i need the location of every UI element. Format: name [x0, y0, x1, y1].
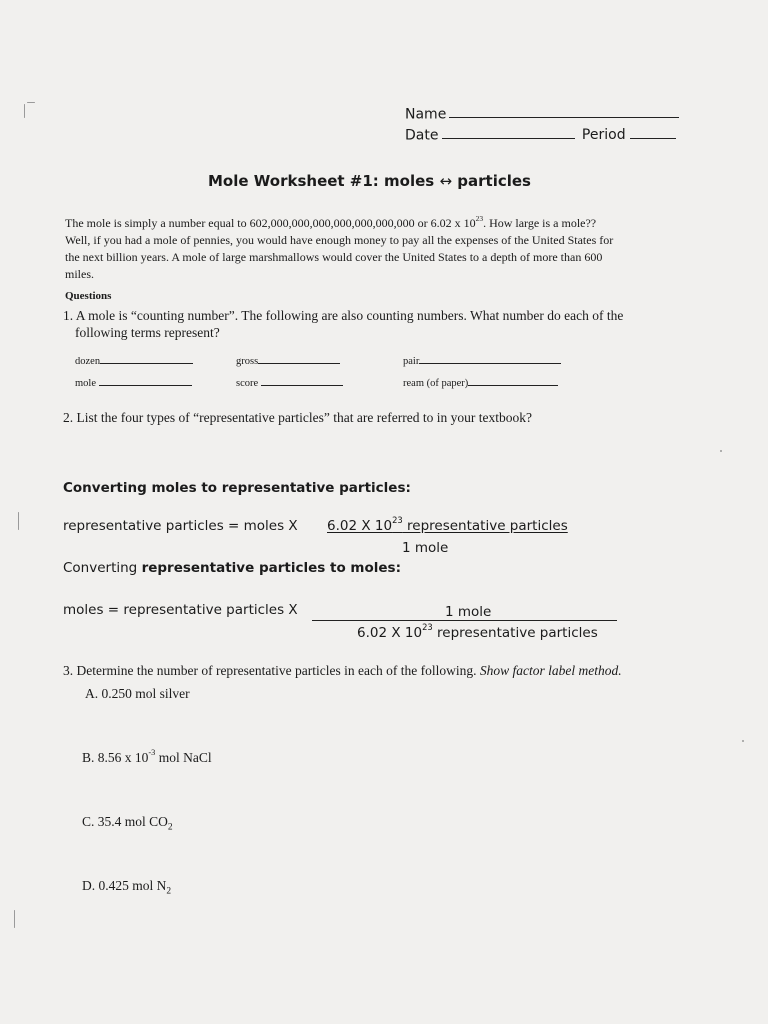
question-3d: D. 0.425 mol $N_2$: [82, 878, 172, 897]
pair-blank[interactable]: [419, 353, 561, 364]
question-3-prompt: 3. Determine the number of representative particles in each of the following. Show factor label method.: [63, 663, 622, 678]
conversion-1-denominator: 1 mole: [402, 540, 449, 556]
term-gross: gross: [236, 353, 340, 367]
question-3b: B. 8.56 x $10^{-3}$ mol NaCl: [82, 748, 212, 765]
term-score: score: [236, 375, 343, 389]
score-blank[interactable]: [261, 375, 343, 386]
term-mole: mole: [75, 375, 192, 389]
date-label: Date: [405, 127, 439, 144]
dozen-blank[interactable]: [100, 353, 193, 364]
intro-line-2: Well, if you had a mole of pennies, you would have enough money to pay all the expenses of the United States for: [65, 233, 614, 247]
scan-speck: [24, 104, 25, 118]
intro-line-3: the next billion years. A mole of large marshmallows would cover the United States to a depth of more than 600: [65, 250, 603, 264]
intro-line-4: miles.: [65, 267, 94, 281]
fraction-bar: [312, 620, 617, 621]
conversion-2-denominator: 6.02 X $10^{23}$ representative particles: [357, 622, 598, 641]
question-2: 2. List the four types of “representative particles” that are referred to in your textbook?: [63, 410, 532, 425]
period-label: Period: [581, 127, 626, 144]
period-blank[interactable]: [630, 125, 676, 139]
scan-speck: [742, 740, 744, 742]
conversion-2-lhs: moles = representative particles X: [63, 602, 298, 618]
question-1: [63, 307, 623, 341]
name-field[interactable]: [405, 104, 679, 122]
double-arrow-icon: ↔: [439, 172, 453, 190]
conversion-1-numerator: 6.02 X $10^{23}$ representative particles: [327, 515, 568, 534]
conversion-1-lhs: representative particles = moles X: [63, 518, 298, 534]
term-dozen: dozen: [75, 353, 193, 367]
ream-blank[interactable]: [468, 375, 558, 386]
question-3a: A. 0.250 mol silver: [85, 686, 190, 701]
name-blank[interactable]: [449, 104, 679, 118]
q1-line-2: following terms represent?: [75, 325, 220, 340]
intro-line-1: The mole is simply a number equal to 602,000,000,000,000,000,000,000 or 6.02 x $10^{23}$. How large is a mole??: [65, 213, 597, 230]
term-ream: ream (of paper): [403, 375, 558, 389]
mole-blank[interactable]: [99, 375, 192, 386]
page-title: Mole Worksheet #1: moles ↔ particles: [208, 172, 531, 190]
conversion-2-numerator: 1 mole: [445, 604, 492, 620]
scan-speck: [27, 102, 35, 103]
questions-heading: Questions: [65, 290, 112, 302]
conversion-1-heading: Converting moles to representative particles:: [63, 480, 411, 496]
intro-paragraph: [65, 215, 613, 283]
name-label: Name: [405, 106, 447, 123]
date-period-row: [405, 125, 676, 143]
q1-line-1: 1. A mole is “counting number”. The following are also counting numbers. What number do each of the: [63, 308, 624, 323]
date-blank[interactable]: [442, 125, 575, 139]
conversion-2-heading: Converting representative particles to moles:: [63, 560, 401, 576]
term-pair: pair: [403, 353, 561, 367]
scan-speck: [720, 450, 722, 452]
question-3c: C. 35.4 mol $CO_2$: [82, 814, 173, 833]
gross-blank[interactable]: [258, 353, 340, 364]
scan-speck: [18, 512, 19, 530]
scan-speck: [14, 910, 15, 928]
